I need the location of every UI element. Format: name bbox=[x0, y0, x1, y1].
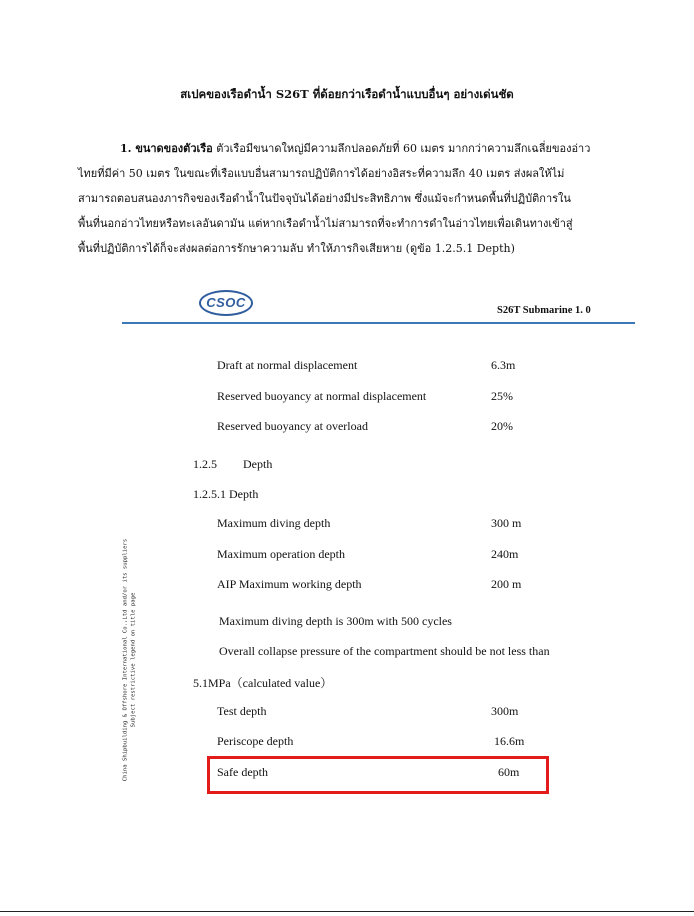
spec-value-buoyancy-normal: 25% bbox=[491, 389, 513, 403]
note-collapse-pressure: Overall collapse pressure of the compartment should be not less than bbox=[219, 644, 550, 658]
depth-value-test: 300m bbox=[491, 704, 519, 718]
depth-label-aip: AIP Maximum working depth bbox=[217, 577, 362, 591]
document-header: S26T Submarine 1. 0 bbox=[497, 305, 591, 316]
note-max-diving-cycles: Maximum diving depth is 300m with 500 cycles bbox=[219, 614, 452, 628]
csoc-logo: CSOC bbox=[199, 290, 253, 316]
section-1-2-5-title: Depth bbox=[243, 457, 273, 471]
depth-value-max-operation: 240m bbox=[491, 547, 519, 561]
paragraph-line-4: พื้นที่นอกอ่าวไทยหรือทะเลอันดามัน แต่หากเรือดำน้ำไม่สามารถที่จะทำการดำในอ่าวไทยเพื่อเดินทางเข้าสู่ bbox=[78, 217, 573, 230]
spec-label-buoyancy-overload: Reserved buoyancy at overload bbox=[217, 419, 368, 433]
paragraph-line-5: พื้นที่ปฏิบัติการได้ก็จะส่งผลต่อการรักษาความลับ ทำให้ภารกิจเสียหาย (ดูข้อ 1.2.5.1 Depth) bbox=[78, 242, 515, 255]
spec-value-draft: 6.3m bbox=[491, 358, 516, 372]
section-1-2-5-number: 1.2.5 bbox=[193, 457, 217, 471]
spec-value-buoyancy-overload: 20% bbox=[491, 419, 513, 433]
depth-label-periscope: Periscope depth bbox=[217, 734, 294, 748]
side-legend-line-1: China Shipbuilding & Offshore International Co.,Ltd and/or its suppliers bbox=[122, 538, 129, 782]
header-divider bbox=[122, 322, 635, 324]
depth-label-safe: Safe depth bbox=[217, 765, 268, 779]
note-calculated-value: 5.1MPa（calculated value） bbox=[193, 676, 333, 690]
paragraph-heading: 1. ขนาดของตัวเรือ bbox=[120, 142, 213, 155]
side-legend bbox=[123, 535, 138, 785]
depth-value-max-diving: 300 m bbox=[491, 516, 522, 530]
section-1-2-5-1: 1.2.5.1 Depth bbox=[193, 487, 259, 501]
page-title: สเปคของเรือดำน้ำ S26T ที่ด้อยกว่าเรือดำน้ำแบบอื่นๆ อย่างเด่นชัด bbox=[180, 87, 514, 101]
depth-value-periscope: 16.6m bbox=[494, 734, 525, 748]
depth-label-test: Test depth bbox=[217, 704, 267, 718]
paragraph-line-1 bbox=[78, 139, 590, 157]
depth-value-safe: 60m bbox=[498, 765, 520, 779]
depth-label-max-diving: Maximum diving depth bbox=[217, 516, 331, 530]
paragraph-line-1-text: ตัวเรือมีขนาดใหญ่มีความลึกปลอดภัยที่ 60 เมตร มากกว่าความลึกเฉลี่ยของอ่าว bbox=[212, 142, 591, 155]
side-legend-line-2: Subject restrictive legend on title page bbox=[130, 592, 136, 728]
bottom-divider bbox=[0, 911, 694, 912]
spec-label-draft: Draft at normal displacement bbox=[217, 358, 358, 372]
section-1-2-5 bbox=[193, 457, 272, 472]
paragraph-line-3: สามารถตอบสนองภารกิจของเรือดำน้ำในปัจจุบันได้อย่างมีประสิทธิภาพ ซึ่งแม้จะกำหนดพื้นที่ปฏิบัติการใน bbox=[78, 192, 571, 205]
paragraph-line-2: ไทยที่มีค่า 50 เมตร ในขณะที่เรือแบบอื่นสามารถปฏิบัติการได้อย่างอิสระที่ความลึก 40 เมตร ส่งผลให้ไม่ bbox=[78, 167, 565, 180]
safe-depth-highlight bbox=[207, 756, 549, 794]
depth-value-aip: 200 m bbox=[491, 577, 522, 591]
spec-label-buoyancy-normal: Reserved buoyancy at normal displacement bbox=[217, 389, 427, 403]
depth-label-max-operation: Maximum operation depth bbox=[217, 547, 345, 561]
